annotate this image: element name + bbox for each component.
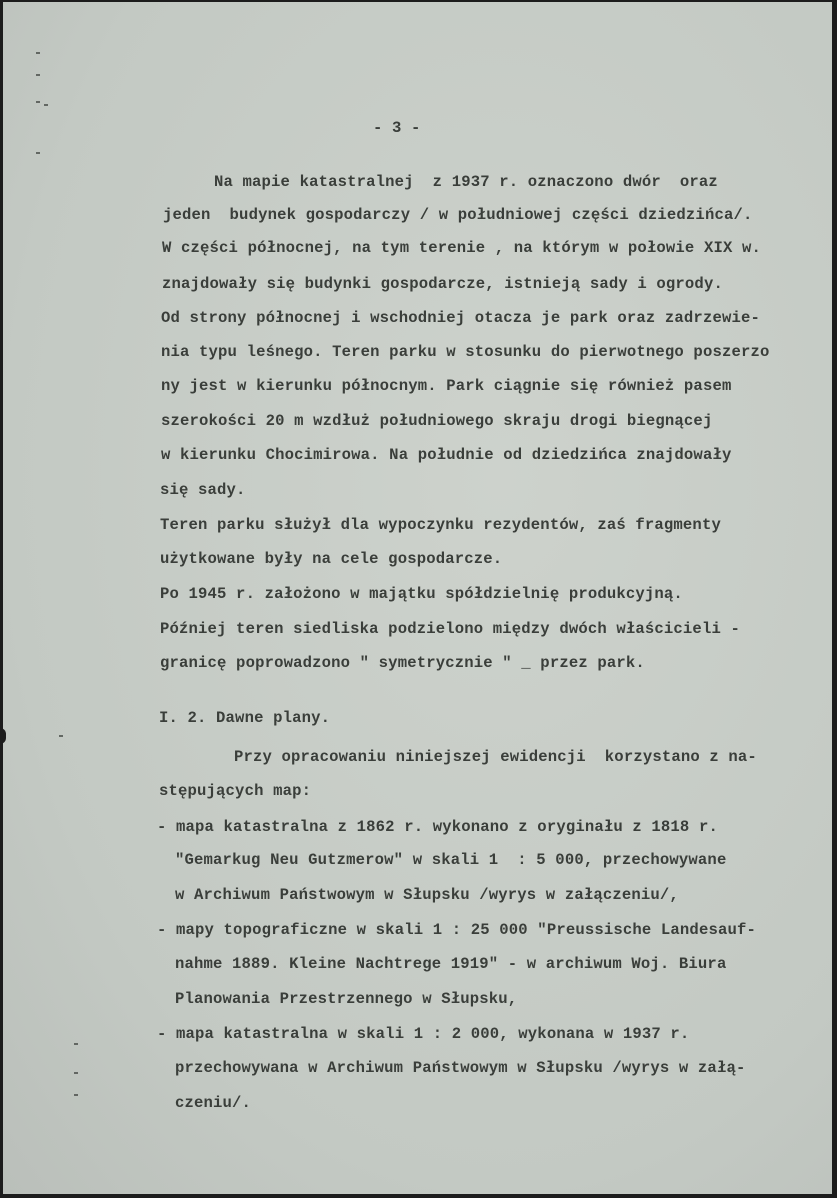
document-page — [3, 2, 832, 1194]
paragraph-line: znajdowały się budynki gospodarcze, istnieją sady i ogrody. — [162, 275, 723, 293]
page-number: - 3 - — [373, 119, 421, 137]
paragraph-line: Po 1945 r. założono w majątku spółdzielnię produkcyjną. — [160, 585, 683, 603]
paragraph-line: się sady. — [160, 481, 246, 499]
paragraph-line: Przy opracowaniu niniejszej ewidencji korzystano z na- — [234, 748, 757, 766]
list-item-line: przechowywana w Archiwum Państwowym w Słupsku /wyrys w załą- — [175, 1059, 746, 1077]
paragraph-line: użytkowane były na cele gospodarcze. — [160, 550, 503, 568]
list-item-line: - mapy topograficzne w skali 1 : 25 000 "Preussische Landesauf- — [157, 921, 756, 939]
paragraph-line: Od strony północnej i wschodniej otacza je park oraz zadrzewie- — [161, 309, 760, 327]
margin-speck — [44, 104, 48, 106]
paragraph-line: Później teren siedliska podzielono między dwóch właścicieli - — [160, 620, 740, 638]
paragraph-line: ny jest w kierunku północnym. Park ciągnie się również pasem — [161, 377, 732, 395]
margin-speck — [74, 1072, 78, 1074]
paragraph-line: granicę poprowadzono " symetrycznie " _ przez park. — [160, 654, 645, 672]
paragraph-line: jeden budynek gospodarczy / w południowej części dziedzińca/. — [163, 206, 753, 224]
list-item-line: w Archiwum Państwowym w Słupsku /wyrys w załączeniu/, — [175, 886, 679, 904]
paragraph-line: szerokości 20 m wzdłuż południowego skraju drogi biegnącej — [161, 412, 713, 430]
margin-speck — [74, 1094, 78, 1096]
margin-speck — [36, 74, 40, 76]
margin-speck — [36, 52, 40, 54]
paragraph-line: w kierunku Chocimirowa. Na południe od dziedzińca znajdowały — [161, 446, 732, 464]
paragraph-line: Na mapie katastralnej z 1937 r. oznaczono dwór oraz — [214, 173, 718, 191]
section-heading: I. 2. Dawne plany. — [159, 709, 331, 727]
margin-speck — [36, 101, 40, 103]
list-item-line: czeniu/. — [175, 1094, 252, 1112]
list-item-line: nahme 1889. Kleine Nachtrege 1919" - w archiwum Woj. Biura — [175, 955, 727, 973]
margin-speck — [59, 735, 63, 737]
paragraph-line: Teren parku służył dla wypoczynku rezydentów, zaś fragmenty — [160, 516, 721, 534]
margin-speck — [74, 1043, 78, 1045]
paragraph-line: nia typu leśnego. Teren parku w stosunku do pierwotnego poszerzo — [161, 343, 770, 361]
margin-speck — [36, 152, 40, 154]
list-item-line: "Gemarkug Neu Gutzmerow" w skali 1 : 5 000, przechowywane — [175, 851, 727, 869]
list-item-line: Planowania Przestrzennego w Słupsku, — [175, 990, 518, 1008]
list-item-line: - mapa katastralna z 1862 r. wykonano z oryginału z 1818 r. — [157, 818, 718, 836]
paragraph-line: stępujących map: — [159, 782, 312, 800]
list-item-line: - mapa katastralna w skali 1 : 2 000, wykonana w 1937 r. — [157, 1025, 690, 1043]
paragraph-line: W części północnej, na tym terenie , na którym w połowie XIX w. — [162, 239, 761, 257]
